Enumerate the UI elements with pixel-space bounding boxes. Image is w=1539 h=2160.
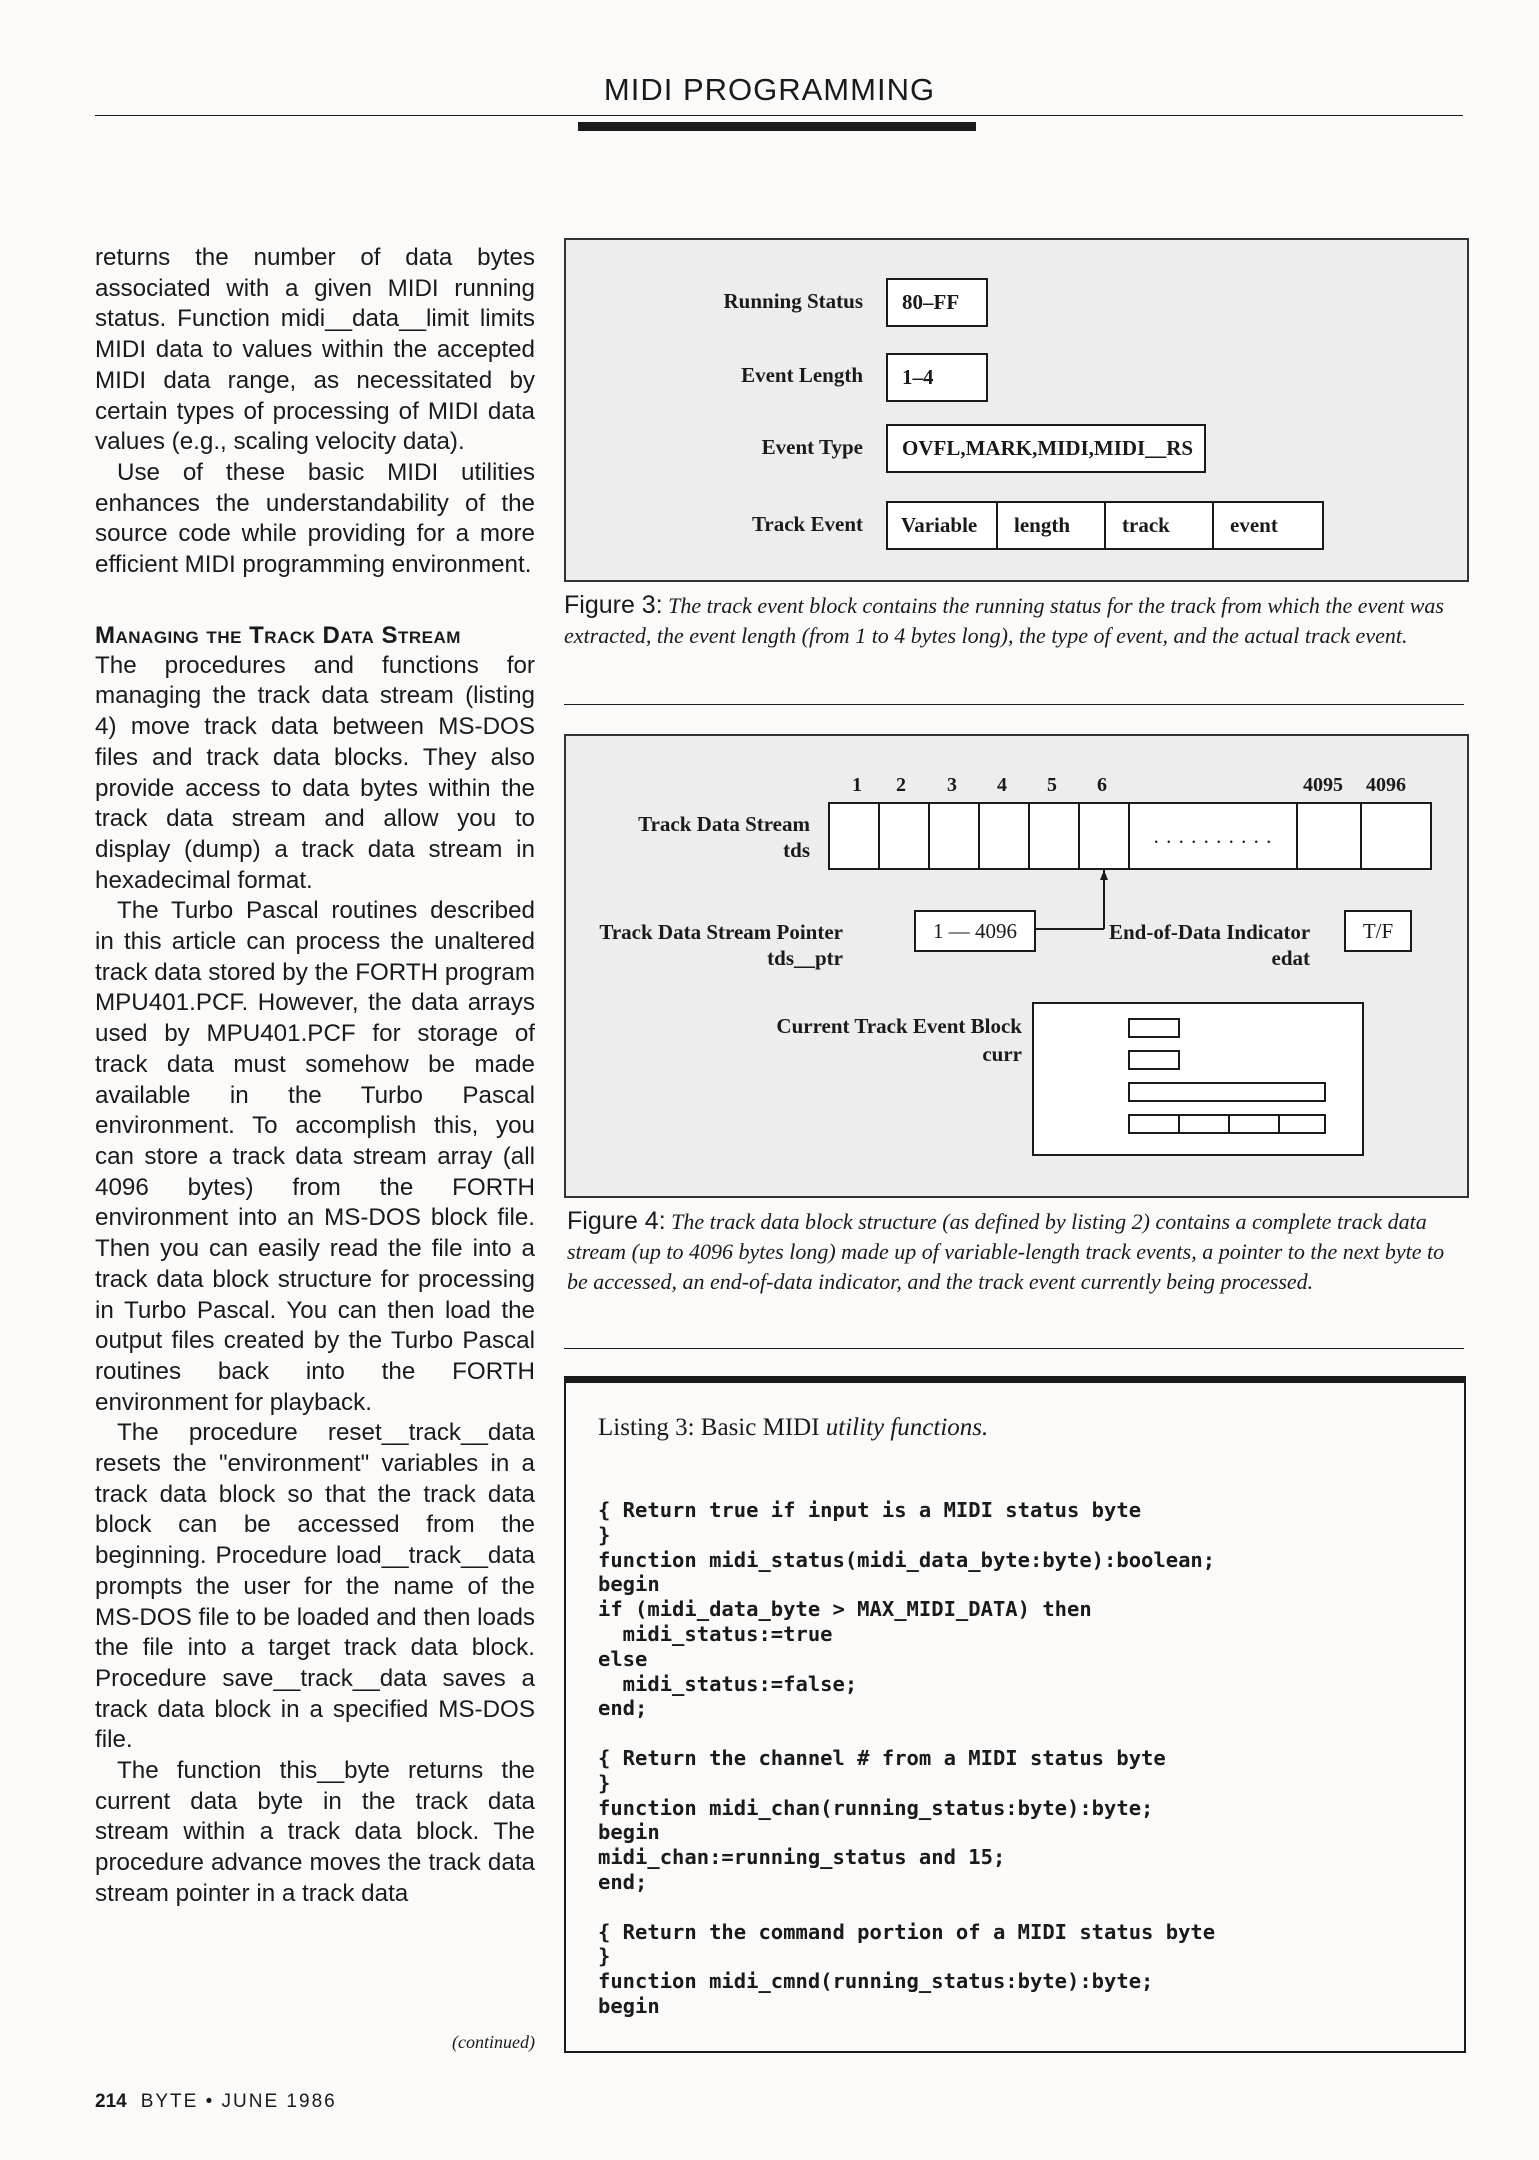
paragraph: The Turbo Pascal routines described in this article can process the unaltered track data stored by the FORTH program MPU401.PCF. However, the data arrays used by MPU401.PCF for storage of track data must somehow be made available in the Turbo Pascal environment. To accomplish this, you can store a track data stream array (all 4096 bytes) from the FORTH environment into an MS-DOS block file. Then you can easily read the file into a track data block structure for processing in Turbo Pascal. You can then load the output files created by the Turbo Pascal routines back into the FORTH environment for playback. — [95, 897, 535, 1416]
event-type-box: OVFL,MARK,MIDI,MIDI__RS — [886, 424, 1206, 473]
page-number: 214 — [95, 2091, 127, 2112]
index-label: 3 — [947, 774, 957, 796]
section-heading: Managing the Track Data Stream — [95, 621, 461, 649]
eod-label: End-of-Data Indicator — [1109, 920, 1311, 944]
page-footer — [95, 2091, 337, 2113]
tds-var: tds — [783, 838, 810, 862]
figure-4-caption-text: The track data block structure (as defined by listing 2) contains a complete track data stream (up to 4096 bytes long) made up of variable-length track events, a pointer to the next byte to be accessed, an end-of-data indicator, and the track event currently being processed. — [567, 1209, 1445, 1294]
figure-3-diagram — [564, 238, 1469, 582]
event-type-label: Event Type — [761, 435, 863, 459]
curr-field — [1278, 1114, 1326, 1134]
index-label: 5 — [1047, 774, 1057, 796]
track-event-cell: event — [1212, 501, 1324, 550]
caption-rule — [564, 1348, 1464, 1349]
figure-3-caption-label: Figure 3: — [564, 591, 663, 619]
index-label: 4096 — [1366, 774, 1406, 796]
track-event-cell: Variable — [886, 501, 998, 550]
track-event-cell: track — [1104, 501, 1214, 550]
listing-title-part: Basic MIDI — [700, 1414, 820, 1441]
curr-var: curr — [982, 1042, 1022, 1066]
figure-4-caption — [567, 1206, 1464, 1297]
header-rule — [95, 115, 1463, 116]
tds-label: Track Data Stream — [638, 812, 810, 836]
curr-field — [1178, 1114, 1230, 1134]
index-label: 2 — [896, 774, 906, 796]
figure-4-diagram — [564, 734, 1469, 1198]
header-bar — [578, 122, 976, 131]
ptr-label: Track Data Stream Pointer — [599, 920, 843, 944]
ptr-var: tds__ptr — [767, 946, 843, 970]
continued-note: (continued) — [452, 2032, 535, 2052]
paragraph: The procedure reset__track__data resets the "environment" variables in a track data block so that the track data block can be accessed from the beginning. Procedure load__track__data prompts the user for the name of the MS-DOS file to be loaded and then loads the file into a target track data block. Procedure save__track__data saves a track data block in a specified MS-DOS file. — [95, 1419, 535, 1754]
listing-title-label: Listing 3: — [598, 1414, 695, 1441]
index-label: 1 — [852, 774, 862, 796]
curr-label: Current Track Event Block — [776, 1014, 1022, 1038]
footer-text: BYTE • JUNE 1986 — [140, 2091, 337, 2112]
body-text-column — [95, 243, 535, 1910]
figure-3-caption — [564, 590, 1464, 651]
curr-field — [1228, 1114, 1280, 1134]
track-event-cell: length — [996, 501, 1106, 550]
eod-value-box: T/F — [1344, 910, 1412, 952]
paragraph: The function this__byte returns the current data byte in the track data stream within a track data block. The procedure advance moves the track data stream pointer in a track data — [95, 1757, 535, 1907]
event-length-label: Event Length — [741, 363, 863, 387]
byte-cell-ellipsis: . . . . . . . . . . — [1128, 802, 1298, 870]
pointer-arrowhead — [1100, 870, 1108, 880]
listing-3-title — [598, 1414, 988, 1442]
index-label: 4 — [997, 774, 1007, 796]
listing-code: { Return true if input is a MIDI status byte } function midi_status(midi_data_byte:byte):boolean; begin if (midi_data_byte > MAX_MIDI_DATA) then midi_status:=true else midi_status:=false; end; { Return the channel # from a MIDI status byte } function midi_chan(running_status:byte):byte; begin midi_chan:=running_status and 15; end; { Return the command portion of a MIDI status byte } function midi_cmnd(running_status:byte):byte; begin — [598, 1498, 1216, 2018]
eod-var: edat — [1271, 946, 1310, 970]
ptr-value-box: 1 — 4096 — [914, 910, 1036, 952]
running-status-box: 80–FF — [886, 278, 988, 327]
listing-title-part: utility functions. — [825, 1414, 989, 1441]
figure-4-caption-label: Figure 4: — [567, 1207, 666, 1235]
curr-field — [1128, 1018, 1180, 1038]
curr-field — [1128, 1082, 1326, 1102]
paragraph: Use of these basic MIDI utilities enhances the understandability of the source code while providing for a more efficient MIDI programming environment. — [95, 458, 535, 579]
curr-field — [1128, 1050, 1180, 1070]
running-status-label: Running Status — [723, 289, 863, 313]
figure-3-caption-text: The track event block contains the running status for the track from which the event was extracted, the event length (from 1 to 4 bytes long), the type of event, and the actual track event. — [564, 593, 1444, 648]
index-label: 6 — [1097, 774, 1107, 796]
running-header: MIDI PROGRAMMING — [603, 72, 936, 107]
paragraph: The procedures and functions for managing the track data stream (listing 4) move track data between MS-DOS files and track data blocks. They also provide access to data bytes within the track data stream and allow you to display (dump) a track data stream in hexadecimal format. — [95, 651, 535, 894]
curr-field — [1128, 1114, 1180, 1134]
event-length-box: 1–4 — [886, 353, 988, 402]
paragraph: returns the number of data bytes associated with a given MIDI running status. Function midi__data__limit limits MIDI data to values within the accepted MIDI data range, as necessitated by certain types of processing of MIDI data values (e.g., scaling velocity data). — [95, 244, 535, 456]
index-label: 4095 — [1303, 774, 1343, 796]
caption-rule — [564, 704, 1464, 705]
track-event-label: Track Event — [751, 512, 863, 536]
